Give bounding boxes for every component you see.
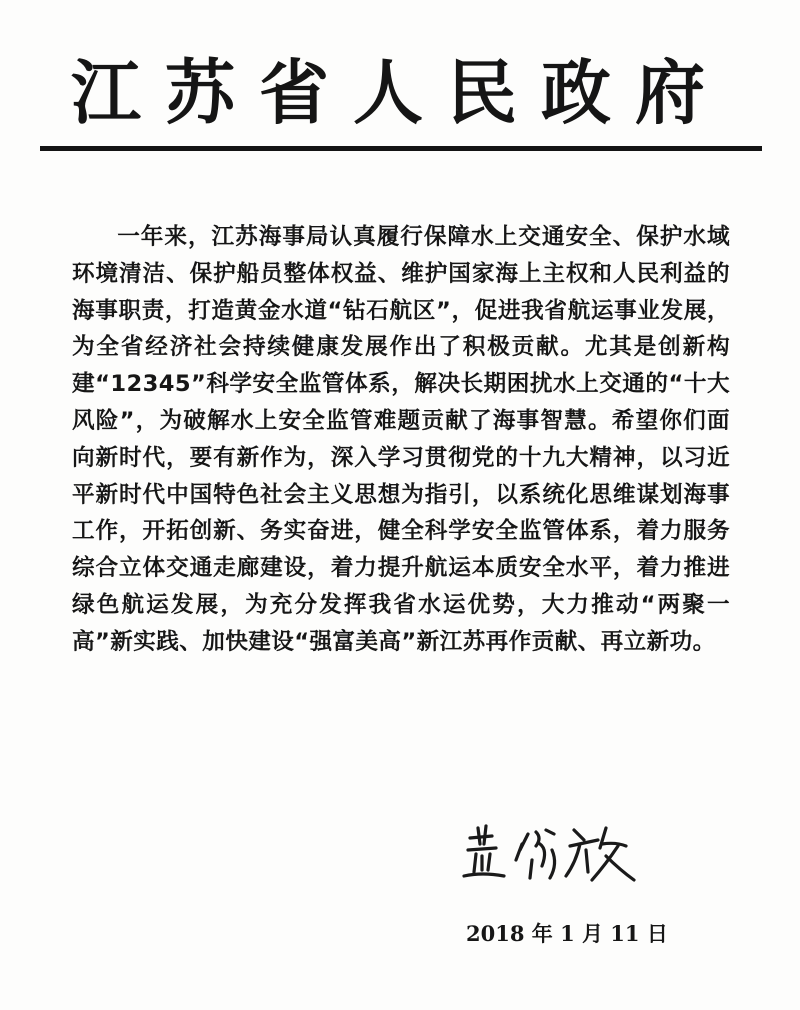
letterhead-title: 江苏省人民政府	[71, 51, 729, 134]
letterhead-divider	[40, 146, 762, 151]
handwritten-signature	[456, 820, 656, 900]
letter-body: 一年来，江苏海事局认真履行保障水上交通安全、保护水域环境清洁、保护船员整体权益、维护国家海上主权和人民利益的海事职责，打造黄金水道“钻石航区”，促进我省航运事业发展，为全省经济社会持续健康发展作出了积极贡献。尤其是创新构建“12345”科学安全监管体系，解决长期困扰水上交通的“十大风险”，为破解水上安全监管难题贡献了海事智慧。希望你们面向新时代，要有新作为，深入学习贯彻党的十九大精神，以习近平新时代中国特色社会主义思想为指引，以系统化思维谋划海事工作，开拓创新、务实奋进，健全科学安全监管体系，着力服务综合立体交通走廊建设，着力提升航运本质安全水平，着力推进绿色航运发展，为充分发挥我省水运优势，大力推动“两聚一高”新实践、加快建设“强富美高”新江苏再作贡献、再立新功。	[72, 224, 730, 655]
signature-drawing	[456, 820, 656, 900]
letter-date: 2018 年 1 月 11 日	[466, 921, 668, 946]
